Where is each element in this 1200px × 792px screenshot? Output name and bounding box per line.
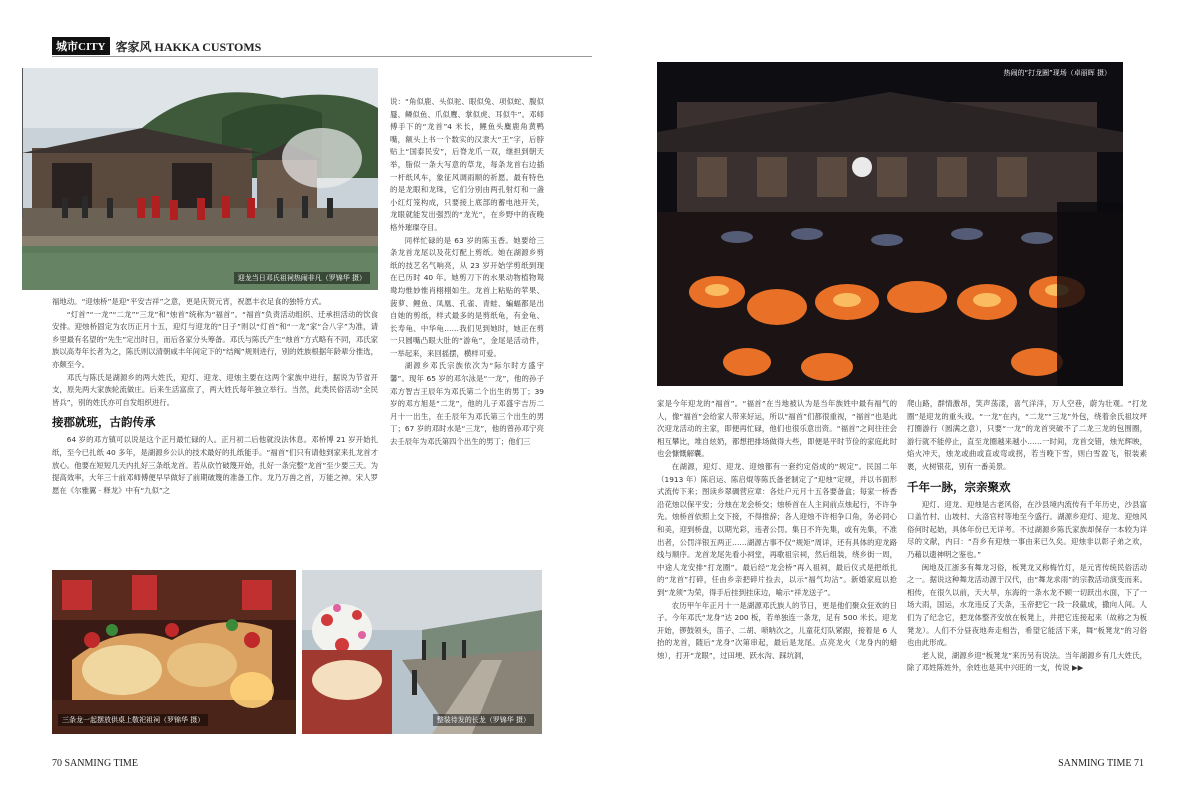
paragraph: 老人说，湖源乡迎“板凳龙”来历另有说法。当年湖源乡有几大姓氏，除了邓姓陈姓外，余姓也是其中兴旺的一支，传说 ▶▶ xyxy=(907,650,1147,673)
section-title: 客家风 HAKKA CUSTOMS xyxy=(115,39,262,54)
paragraph: 迎灯、迎龙、迎烛是古老风俗，在沙县境内流传有千年历史，沙县富口盖竹村、山坡村、大洛官村等地至今盛行。湖源乡迎灯、迎龙、迎烛风俗何时起始，具体年份已无详考。不过湖源乡陈氏家族却保存一本较为详尽的文献，内曰：“吾乡有迎烛一事由来已久矣。迎烛非以彰子弟之欢，乃藉以遗神明之鉴也。” xyxy=(907,499,1147,559)
text-column-2 xyxy=(390,96,544,558)
paragraph: 福地动。“迎烛桥”是迎“平安吉祥”之意，更是庆贺元宵，祝愿丰衣足食的独特方式。 xyxy=(52,297,326,306)
paragraph: 说：“角似鹿、头似驼、眼似兔、项似蛇、腹似蜃、鳞似鱼、爪似鹰、掌似虎、耳似牛”。邓师傅手下的“龙首”4 米长，鲤鱼头麋鹿角黄鸭嘴，额头上书一个数实的汉隶大“王”字，后脖贴上“国泰民安”，后脊龙爪一双，继担到朝天举，脂似一条大写意的草龙，每条龙首右边插一杆纸风车，象征风调雨顺的祈愿。最有特色的是龙眼和龙珠，它们分别由两孔射灯和一盏小红灯笼构成，只要接上底部的蓄电池开关，龙眼就能发出强烈的“龙光”，在乡野中的夜晚格外璀璨夺目。 xyxy=(390,97,544,232)
paragraph: 在湖源，迎灯、迎龙、迎烛都有一套约定俗成的“规定”。民国二年（1913 年）陈启运、陈启焜等陈氏备老制定了“迎烛”定规，并以书面形式流传下来；图读乡翠碉营应章：各灶户元月十五各要备盒；每家一桥香沿花烛以保平安；分烛在龙会桥交；烛桥首在人主间前点烛起行，不许争先。烛桥首依照上交下接，不得推辞；各人迎烛不许相争口角，务必同心和美，迎到桥盘，以期光彩，违者公罚。集日不许先集，或有先集，不准出者，公罚洋银五两正……湖源古事不仅“规矩”周详，还有具体的迎龙路线与顺序。龙首龙尾先看小祠堂，再歌祖宗祠，然后组装，绕乡街一周，中途人龙安排“打龙圈”。最后经“龙会桥”再入祖祠，最后仪式是把纸扎的“龙首”打碎，任由乡亲把碎片捡去，以示“福气均沾”。新婚家庭以抢到“龙须”为荣，得手后挂到挂床边，喻示“祥龙送子”。 xyxy=(657,461,897,597)
photo-ancestral-hall xyxy=(22,68,378,290)
section-header xyxy=(52,38,261,54)
section-tag: 城市CITY xyxy=(52,37,110,55)
caption-top-right: 热闹的“打龙圈”现场（卓丽晖 摄） xyxy=(1003,69,1111,77)
subheading: 千年一脉，宗亲聚欢 xyxy=(907,479,1011,494)
paragraph: 闽地及江浙多有舞龙习俗，板凳龙又称梅竹灯，是元宵传统民俗活动之一。据说这种舞龙活动源于汉代，由“舞龙求雨”的宗教活动演变而来。相传，在很久以前，天大旱，东海的一条水龙不顾一切跃出水面，下了一场大雨，国运，水龙违反了天条，玉帝把它一段一段截成，撒向人间。人们为了纪念它，把龙体整齐安放在板凳上，并把它连接起来（故称之为板凳龙）。人们不分昼夜地奔走相告，希望它能活下来，舞“板凳龙”的习俗也由此形成。 xyxy=(907,562,1147,648)
text-column-3 xyxy=(657,398,897,744)
paragraph: 邓氏与陈氏是湖源乡的两大姓氏，迎灯、迎龙、迎烛主要在这两个家族中进行，据说为节省开支，原先两大家族轮流做庄。后来生活富庶了，两大姓氏每年独立举行。当然，此类民俗活动“全民皆兵”，别的姓氏亦可自发组织进行。 xyxy=(52,372,378,407)
page-footer-left: 70 SANMING TIME xyxy=(52,758,138,769)
paragraph: 爬山路，群情激昂，笑声荡漾，喜气洋洋，万人空巷，蔚为壮观。“打龙圈”是迎龙的重头戏。“一龙”在内，“二龙”“三龙”外包，绕着余氏祖坟坪打圈游行（圆满之意），只要“一龙”的龙首突破不了二龙三龙的包围圈，游行就不能停止，直至龙圈越来越小……一时间，龙首交错，烛光辉映，焰火冲天，烛龙或曲或直或弯或拐，若当晚下雪，则白雪盈飞，银装素裹，火树银花，别有一番美景。 xyxy=(907,399,1147,471)
paragraph: 湖源乡邓氏宗族依次为“际尔时方盛宇馨”。现年 65 岁的邓尔泳是“一龙”，他的孙子邓方智吉王辰年为邓氏第二个出生的男丁；39 岁的邓方旭是“二龙”，他的儿子邓盛宇吉历二月十一出生，在壬辰年为邓氏第三个出生的男丁；67 岁的邓时水是“三龙”，他的曾孙邓宁亮去壬辰年为邓氏第四个出生的男丁；他们三 xyxy=(390,361,544,447)
text-column-4 xyxy=(907,398,1147,744)
page-footer-right: SANMING TIME 71 xyxy=(1058,758,1144,769)
photo-dragons-on-table xyxy=(52,570,296,734)
header-rule xyxy=(52,56,592,57)
text-column-1 xyxy=(52,296,378,558)
paragraph: “灯首”“一龙”“二龙”“三龙”和“烛首”统称为“福首”。“福首”负责活动组织、迁承担活动的饮食安排。迎烛桥固定为农历正月十五，迎灯与迎龙的“日子”则以“灯首”和“一龙”家“合八字”为准，请乡里最有名望的“先生”定出时日，而后各家分头筹备。邓氏与陈氏产生“烛首”方式略有不同，邓氏家族以高寿年长者为之，陈氏则以清朝咸丰年间定下的“结阄”规则进行，别的姓族根据年龄辈分推选，亦颇至今。 xyxy=(52,309,378,369)
subheading: 接郡就班，古韵传承 xyxy=(52,415,156,430)
paragraph: 同样忙碌的是 63 岁的陈玉香。她要给三条龙首龙尾以及花灯配上剪纸。她在湖源乡剪纸的技艺名气响亮，从 23 岁开始学剪纸到现在已历时 40 年。她剪刀下的水果动物植物鸳鸯均惟妙惟肖栩栩如生。龙首上粘贴的苹果、菠萝、鲤鱼、凤凰、孔雀、青蛙、蝙蝠都是出自她的剪纸，样式最多的是剪纸龟，有金龟、长寿龟、中华龟……我们见到她时，她正在剪一只圆嘴凸眼大肚的“游龟”，金尾是活动件，一举起来，来回摇摆，横样可爱。 xyxy=(390,235,544,358)
caption-bottom-left: 三条龙一起摆放供桌上敬祀祖祠（罗锦华 摄） xyxy=(58,714,208,726)
paragraph: 农历甲午年正月十一是湖源邓氏族人的节日，更是他们聚众狂欢的日子。今年邓氏“龙身”达 200 板，若单独连一条龙，足有 500 米长。迎龙开始，锣鼓领头，笛子、二胡、唢呐次之，儿童花灯队紧跟，接着是 6 人抬的龙首，随后“龙身”次第串起，最后是龙尾。点亮龙火（龙身内的蜡烛），打开“龙眼”，过田埂、跃水沟、踩坑洞， xyxy=(657,600,897,660)
photo-dragon-circle-night xyxy=(657,62,1123,386)
caption-top-left: 迎龙当日邓氏祖祠热闹非凡（罗锦华 摄） xyxy=(234,272,370,284)
photo-long-dragon xyxy=(302,570,542,734)
caption-bottom-mid: 整装待发的长龙（罗锦华 摄） xyxy=(433,714,534,726)
paragraph: 家是今年迎龙的“福首”。“福首”在当地被认为是当年族姓中最有福气的人，像“福首”会给家人带来好运，所以“福首”们都很重视，“福首”也是此次迎龙活动的主家，即便再忙碌，他们也很乐意出资。“福首”之间往往会相互攀比，堆自炫奶，都想把排场做得大些，即便是平时节俭的家庭此时也会慷慨解囊。 xyxy=(657,399,897,459)
paragraph: 64 岁的邓方镇可以说是这个正月最忙碌的人。正月初二后他就没法休息。邓桥博 21 岁开始扎纸，至今已扎纸 40 多年，是湖源乡公认的技术最好的扎纸能手。“福首”们只有请他到家来扎龙首才放心。他要在短短几天内扎好三条纸龙首。若从砍竹破篾开始，扎好一条完整“龙首”至少要三天。为提高效率，大年三十前邓师傅便早早做好了前期破篾的准备工作。龙乃万兽之首，万能之神。宋人罗愿在《尔雅翼 · 释龙》中有“九似”之 xyxy=(52,435,378,495)
